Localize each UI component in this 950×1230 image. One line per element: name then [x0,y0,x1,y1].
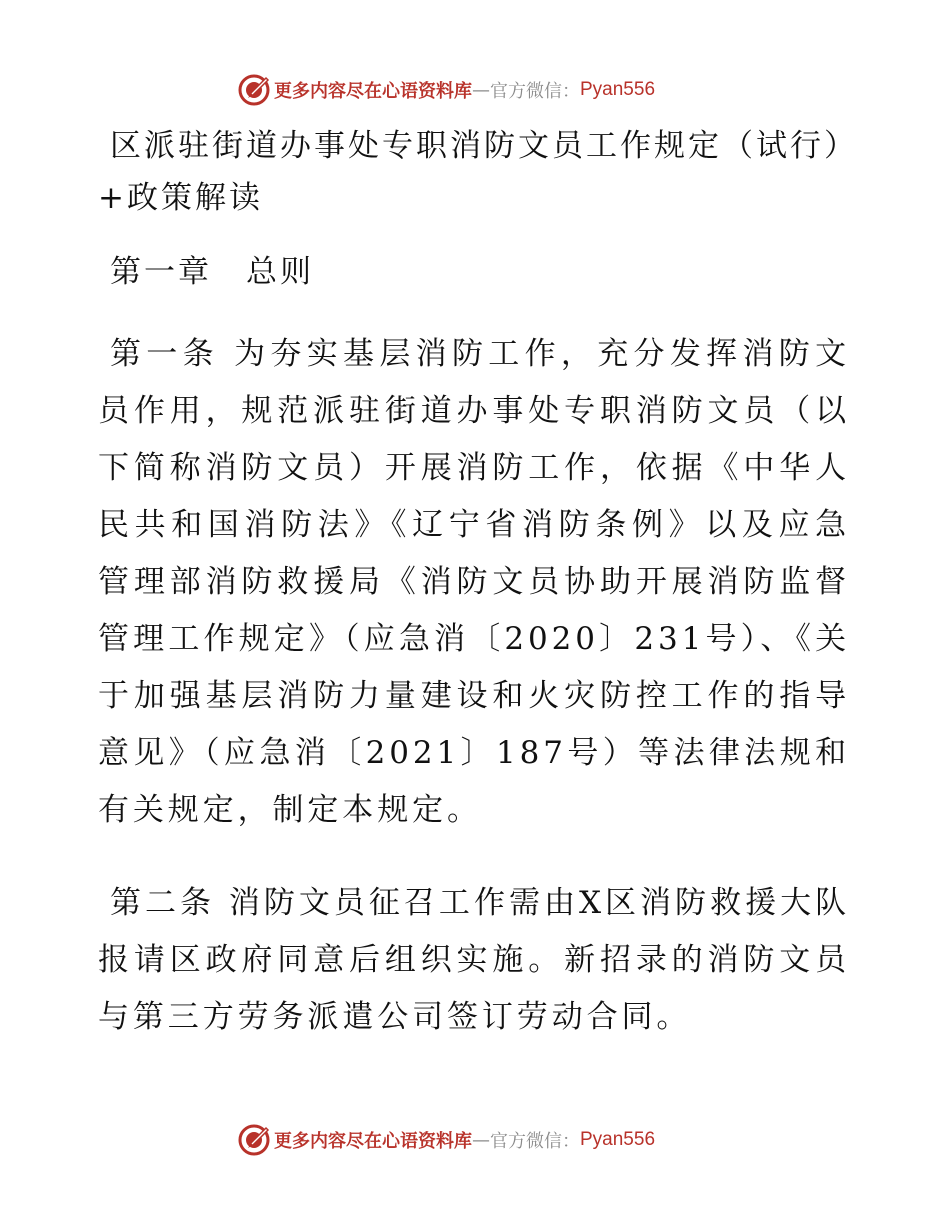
watermark-wechat-id: Pyan556 [580,1129,656,1150]
watermark-wechat-label: 官方微信： [490,81,580,102]
article-2-paragraph: 第二条 消防文员征召工作需由X区消防救援大队报请区政府同意后组织实施。新招录的消防文员与第三方劳务派遣公司签订劳动合同。 [98,885,850,1035]
watermark-wechat-id: Pyan556 [580,79,656,100]
article-1-paragraph: 第一条 为夯实基层消防工作，充分发挥消防文员作用，规范派驻街道办事处专职消防文员（以下简称消防文员）开展消防工作，依据《中华人民共和国消防法》《辽宁省消防条例》以及应急管理部消防救援局《消防文员协助开展消防监督管理工作规定》（应急消〔2020〕231号）、《关于加强基层消防力量建设和火灾防控工作的指导意见》（应急消〔2021〕187号）等法律法规和有关规定，制定本规定。 [98,336,850,828]
header-watermark [236,72,655,108]
quill-logo-icon [236,72,272,108]
document-title: 区派驻街道办事处专职消防文员工作规定（试行）+政策解读 [98,128,843,216]
quill-logo-icon [236,1122,272,1158]
document-body [98,120,850,1046]
footer-watermark [236,1122,655,1158]
chapter-heading: 第一章 总则 [110,254,314,290]
watermark-brand-text: 更多内容尽在心语资料库 [274,81,472,102]
watermark-wechat-label: 官方微信： [490,1131,580,1152]
watermark-dash: — [472,79,490,101]
watermark-dash: — [472,1129,490,1151]
watermark-brand-text: 更多内容尽在心语资料库 [274,1131,472,1152]
